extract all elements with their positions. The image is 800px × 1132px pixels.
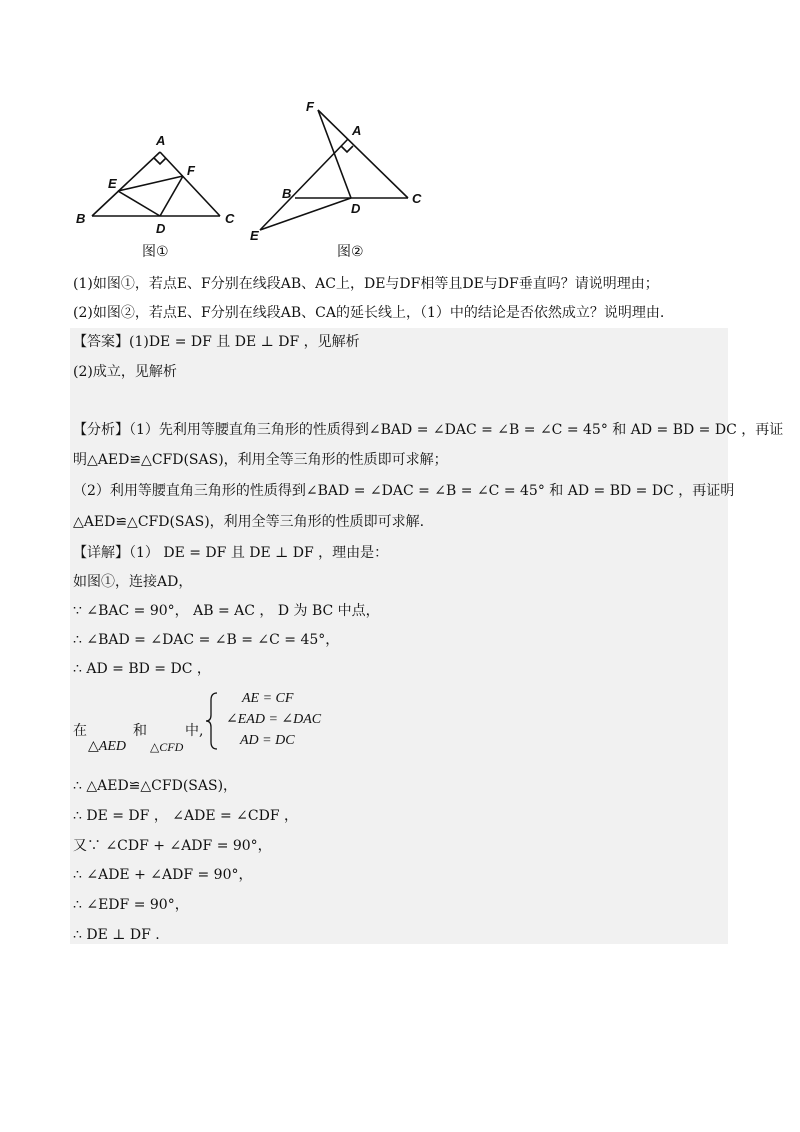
detail-step-6: ∴ DE = DF ， ∠ADE = ∠CDF ， [73, 808, 299, 824]
compare-triangle-aed: △AED [88, 739, 126, 754]
fig1-label-b: B [76, 211, 86, 226]
fig2-label-e: E [250, 228, 259, 243]
analysis-line-1: 【分析】（1）先利用等腰直角三角形的性质得到∠BAD = ∠DAC = ∠B = ∠C = 45° 和 AD = BD = DC ，再证 [73, 422, 784, 438]
fig1-segment-ef [118, 176, 183, 191]
detail-step-3: ∴ ∠BAD = ∠DAC = ∠B = ∠C = 45°， [73, 632, 340, 648]
fig1-segment-df [160, 176, 183, 216]
system-line-1: AE = CF [242, 691, 294, 706]
compare-zai: 在 [73, 723, 87, 739]
fig2-label-c: C [412, 191, 422, 206]
fig1-label-a: A [156, 133, 166, 148]
analysis-line-4: △AED≌△CFD(SAS)，利用全等三角形的性质即可求解. [73, 514, 425, 530]
detail-step-7: 又∵ ∠CDF + ∠ADF = 90°， [73, 838, 272, 854]
compare-he: 和 [133, 723, 147, 739]
fig2-label-d: D [351, 201, 361, 216]
compare-zhong: 中, [185, 723, 204, 739]
question-2: (2)如图②，若点E、F分别在线段AB、CA的延长线上，（1）中的结论是否依然成立？说明理由. [73, 305, 665, 321]
question-1: (1)如图①，若点E、F分别在线段AB、AC上，DE与DF相等且DE与DF垂直吗？请说明理由； [73, 276, 659, 292]
detail-step-2: ∵ ∠BAC = 90°， AB = AC ， D 为 BC 中点， [73, 603, 380, 619]
analysis-line-3: （2）利用等腰直角三角形的性质得到∠BAD = ∠DAC = ∠B = ∠C = 45° 和 AD = BD = DC ，再证明 [73, 483, 735, 499]
fig2-segment-fc [318, 110, 408, 198]
detail-step-1: 如图①，连接AD， [73, 574, 193, 590]
system-brace [205, 692, 219, 750]
system-line-2: ∠EAD = ∠DAC [226, 712, 322, 727]
fig2-label-f: F [306, 99, 314, 114]
detail-heading: 【详解】（1） DE = DF 且 DE ⊥ DF ，理由是： [73, 545, 389, 561]
fig2-label-b: B [282, 186, 292, 201]
fig1-label-e: E [108, 176, 117, 191]
fig1-label-f: F [187, 163, 195, 178]
fig2-right-angle-mark [341, 146, 353, 152]
fig1-right-angle-mark [154, 158, 166, 164]
figure-2 [260, 110, 408, 230]
fig1-label-d: D [156, 221, 166, 236]
fig1-segment-ac [160, 152, 220, 216]
fig1-segment-ed [118, 191, 160, 216]
detail-step-8: ∴ ∠ADE + ∠ADF = 90°， [73, 867, 253, 883]
analysis-line-2: 明△AED≌△CFD(SAS)，利用全等三角形的性质即可求解； [73, 452, 448, 468]
fig1-label-c: C [225, 211, 235, 226]
figure-svg [70, 95, 450, 270]
fig2-label-a: A [352, 123, 362, 138]
geometry-figures [70, 95, 450, 270]
answer-line-1: 【答案】(1)DE = DF 且 DE ⊥ DF ，见解析 [73, 334, 360, 350]
fig2-caption: 图② [337, 244, 364, 260]
detail-step-9: ∴ ∠EDF = 90°， [73, 897, 189, 913]
fig2-segment-fd [318, 110, 351, 198]
detail-step-4: ∴ AD = BD = DC ， [73, 661, 211, 677]
answer-line-2: (2)成立，见解析 [73, 364, 177, 380]
detail-step-10: ∴ DE ⊥ DF . [73, 927, 160, 943]
fig1-caption: 图① [142, 244, 169, 260]
detail-step-5: ∴ △AED≌△CFD(SAS)， [73, 778, 238, 794]
compare-triangle-cfd: △CFD [150, 740, 184, 754]
fig2-segment-ed [260, 198, 351, 230]
system-line-3: AD = DC [240, 733, 295, 748]
